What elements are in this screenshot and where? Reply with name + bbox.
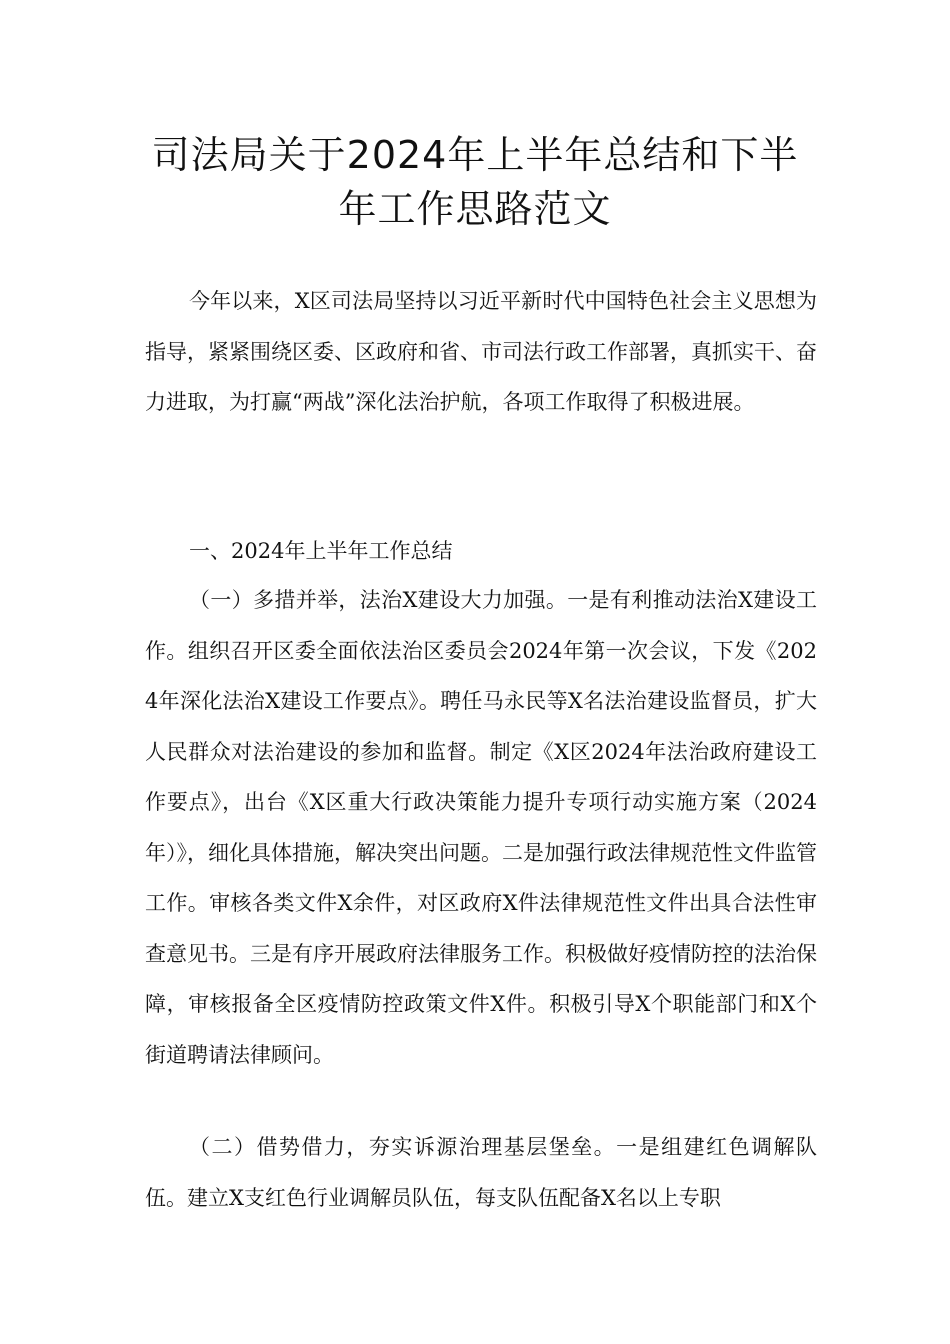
intro-paragraph: 今年以来，X区司法局坚持以习近平新时代中国特色社会主义思想为指导，紧紧围绕区委、区政府和省、市司法行政工作部署，真抓实干、奋力进取，为打赢“两战”深化法治护航，各项工作取得了积极进展。: [145, 289, 817, 414]
document-title: [120, 128, 830, 236]
section-1-paragraph-1: （一）多措并举，法治X建设大力加强。一是有利推动法治X建设工作。组织召开区委全面依法治区委员会2024年第一次会议，下发《2024年深化法治X建设工作要点》。聘任马永民等X名法治建设监督员，扩大人民群众对法治建设的参加和监督。制定《X区2024年法治政府建设工作要点》，出台《X区重大行政决策能力提升专项行动实施方案（2024年）》，细化具体措施，解决突出问题。二是加强行政法律规范性文件监管工作。审核各类文件X余件，对区政府X件法律规范性文件出具合法性审查意见书。三是有序开展政府法律服务工作。积极做好疫情防控的法治保障，审核报备全区疫情防控政策文件X件。积极引导X个职能部门和X个街道聘请法律顾问。: [145, 588, 817, 1067]
title-line-1: 司法局关于2024年上半年总结和下半: [151, 133, 799, 177]
section-1-heading: 一、2024年上半年工作总结: [189, 539, 453, 563]
section-1-paragraph-2: （二）借势借力，夯实诉源治理基层堡垒。一是组建红色调解队伍。建立X支红色行业调解员队伍，每支队伍配备X名以上专职: [145, 1135, 817, 1210]
title-line-2: 年工作思路范文: [338, 187, 612, 231]
